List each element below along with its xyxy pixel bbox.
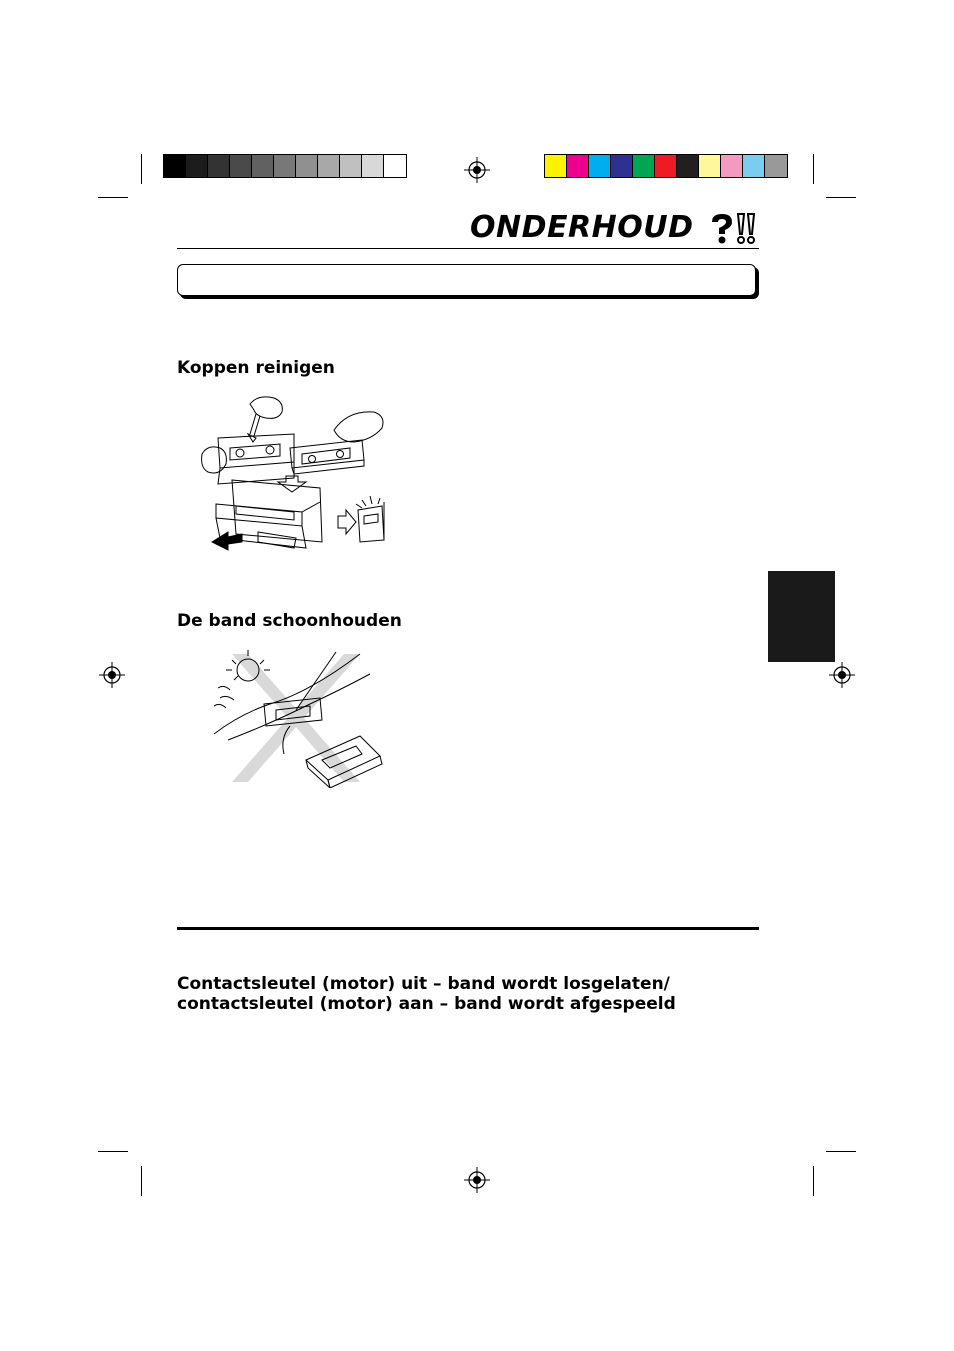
color-swatch — [699, 155, 721, 177]
title-rule — [177, 248, 759, 249]
crop-mark — [98, 197, 128, 198]
color-swatch — [362, 155, 384, 177]
heading-de-band-schoonhouden: De band schoonhouden — [177, 611, 402, 631]
color-swatch — [721, 155, 743, 177]
color-swatch — [384, 155, 406, 177]
color-swatch — [318, 155, 340, 177]
crop-mark — [813, 154, 814, 184]
color-swatch — [611, 155, 633, 177]
color-bar — [544, 154, 788, 178]
heading-contactsleutel — [177, 974, 676, 1014]
color-swatch — [164, 155, 186, 177]
color-swatch — [296, 155, 318, 177]
question-exclamation-icon — [706, 212, 758, 246]
color-swatch — [765, 155, 787, 177]
color-swatch — [230, 155, 252, 177]
grayscale-bar — [163, 154, 407, 178]
color-swatch — [567, 155, 589, 177]
color-swatch — [252, 155, 274, 177]
registration-crosshair-icon — [99, 662, 125, 688]
crop-mark — [141, 1166, 142, 1196]
section-bar — [177, 264, 756, 296]
heading-contactsleutel-line-2: contactsleutel (motor) aan – band wordt afgespeeld — [177, 994, 676, 1014]
color-swatch — [186, 155, 208, 177]
language-tab — [768, 571, 835, 662]
color-swatch — [274, 155, 296, 177]
crop-mark — [826, 197, 856, 198]
color-swatch — [208, 155, 230, 177]
color-swatch — [633, 155, 655, 177]
heading-contactsleutel-line-1: Contactsleutel (motor) uit – band wordt losgelaten/ — [177, 974, 670, 994]
page-title: ONDERHOUD — [470, 210, 694, 245]
registration-crosshair-icon — [464, 157, 490, 183]
crop-mark — [141, 154, 142, 184]
crop-mark — [813, 1166, 814, 1196]
color-swatch — [340, 155, 362, 177]
crop-mark — [98, 1151, 128, 1152]
color-swatch — [545, 155, 567, 177]
color-swatch — [589, 155, 611, 177]
tape-clean-illustration — [210, 644, 386, 788]
color-swatch — [677, 155, 699, 177]
section-rule — [177, 927, 759, 930]
color-swatch — [655, 155, 677, 177]
head-cleaning-illustration — [198, 392, 390, 570]
color-swatch — [743, 155, 765, 177]
registration-crosshair-icon — [464, 1167, 490, 1193]
heading-koppen-reinigen: Koppen reinigen — [177, 358, 335, 378]
crop-mark — [826, 1151, 856, 1152]
registration-crosshair-icon — [829, 662, 855, 688]
